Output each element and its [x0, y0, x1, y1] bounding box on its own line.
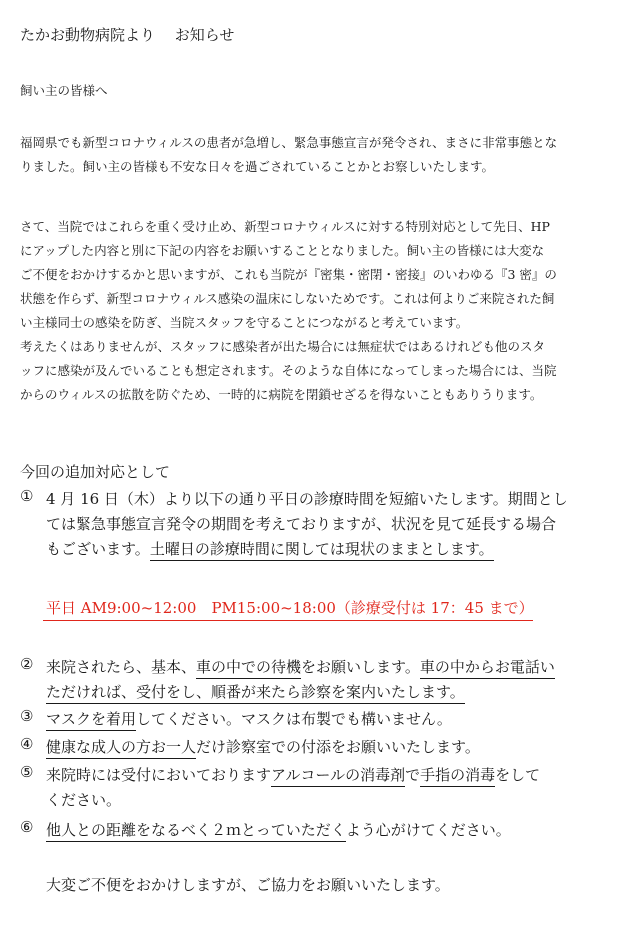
phone-from-car-note: 車の中からお電話い	[420, 658, 555, 679]
hours-underline	[43, 620, 533, 621]
item-body	[46, 735, 480, 760]
item-line: ください。	[46, 791, 122, 809]
item-body	[46, 655, 555, 705]
item-number: ①	[20, 487, 34, 505]
paragraph-line: りました。飼い主の皆様も不安な日々を過ごされていることかとお察しいたします。	[20, 159, 495, 174]
item-line: 4 月 16 日（木）より以下の通り平日の診療時間を短縮いたします。期間とし	[46, 490, 568, 508]
item-line	[46, 735, 480, 760]
mask-note: マスクを着用	[46, 710, 136, 731]
alcohol-note: アルコールの消毒剤	[271, 766, 405, 787]
item-number: ④	[20, 735, 34, 753]
item-line	[46, 763, 540, 788]
notice-title: たかお動物病院より お知らせ	[20, 26, 235, 44]
additional-measures-heading: 今回の追加対応として	[20, 463, 171, 481]
paragraph-line: にアップした内容と別に下記の内容をお願いすることとなりました。飼い主の皆様には大変な	[20, 243, 545, 258]
item-text: だけ診察室での付添をお願いいたします。	[196, 738, 480, 756]
item-text: してください。マスクは布製でも構いません。	[136, 710, 452, 728]
hand-sanitize-note: 手指の消毒	[420, 766, 495, 787]
paragraph-measures	[20, 215, 557, 407]
item-line	[46, 537, 568, 562]
distance-note: 他人との距離をなるべく２ｍとっていただく	[46, 821, 346, 842]
one-adult-note: 健康な成人の方お一人	[46, 738, 196, 759]
paragraph-line: い主様同士の感染を防ぎ、当院スタッフを守ることにつながると考えています。	[20, 315, 469, 330]
paragraph-line: 状態を作らず、新型コロナウィルス感染の温床にしないためです。これは何よりご来院された飼	[20, 291, 555, 306]
closing-remark: 大変ご不便をおかけしますが、ご協力をお願いいたします。	[46, 876, 450, 894]
item-line	[46, 818, 511, 843]
item-line	[46, 655, 555, 680]
item-body	[46, 818, 511, 843]
item-text: 来院時には受付においております	[46, 766, 272, 784]
item-text: をして	[495, 766, 541, 784]
item-body	[46, 487, 568, 562]
paragraph-line: 考えたくはありませんが、スタッフに感染者が出た場合には無症状ではあるけれども他のスタ	[20, 339, 546, 354]
phone-from-car-note-cont: ただければ、受付をし、順番が来たら診察を案内いたします。	[46, 683, 465, 704]
item-text: で	[405, 766, 421, 784]
item-text: 来院されたら、基本、	[46, 658, 197, 676]
item-number: ⑤	[20, 763, 34, 781]
item-text: もございます。	[46, 540, 150, 558]
item-body	[46, 763, 540, 813]
item-text: をお願いします。	[301, 658, 420, 676]
item-number: ②	[20, 655, 34, 673]
paragraph-outbreak	[20, 131, 557, 179]
paragraph-line: 福岡県でも新型コロナウィルスの患者が急増し、緊急事態宣言が発令され、まさに非常事態とな	[20, 135, 558, 150]
wait-in-car-note: 車の中での待機	[196, 658, 301, 679]
item-line	[46, 680, 555, 705]
item-line: ては緊急事態宣言発令の期間を考えておりますが、状況を見て延長する場合	[46, 515, 557, 533]
paragraph-line: さて、当院ではこれらを重く受け止め、新型コロナウィルスに対する特別対応として先日、HP	[20, 219, 550, 234]
paragraph-line: ご不便をおかけするかと思いますが、これも当院が『密集・密閉・密接』のいわゆる『3 密』の	[20, 267, 557, 282]
salutation: 飼い主の皆様へ	[20, 83, 108, 98]
item-number: ③	[20, 707, 34, 725]
item-body	[46, 707, 452, 732]
saturday-hours-note: 土曜日の診療時間に関しては現状のままとします。	[150, 540, 494, 561]
item-line	[46, 707, 452, 732]
paragraph-line: からのウィルスの拡散を防ぐため、一時的に病院を閉鎖せざるを得ないこともありうります。	[20, 387, 543, 402]
paragraph-line: ッフに感染が及んでいることも想定されます。そのような自体になってしまった場合には、当院	[20, 363, 557, 378]
weekday-hours: 平日 AM9:00~12:00 PM15:00~18:00（診療受付は 17：45 まで）	[46, 599, 534, 617]
item-text: よう心がけてください。	[345, 821, 511, 839]
item-number: ⑥	[20, 818, 34, 836]
